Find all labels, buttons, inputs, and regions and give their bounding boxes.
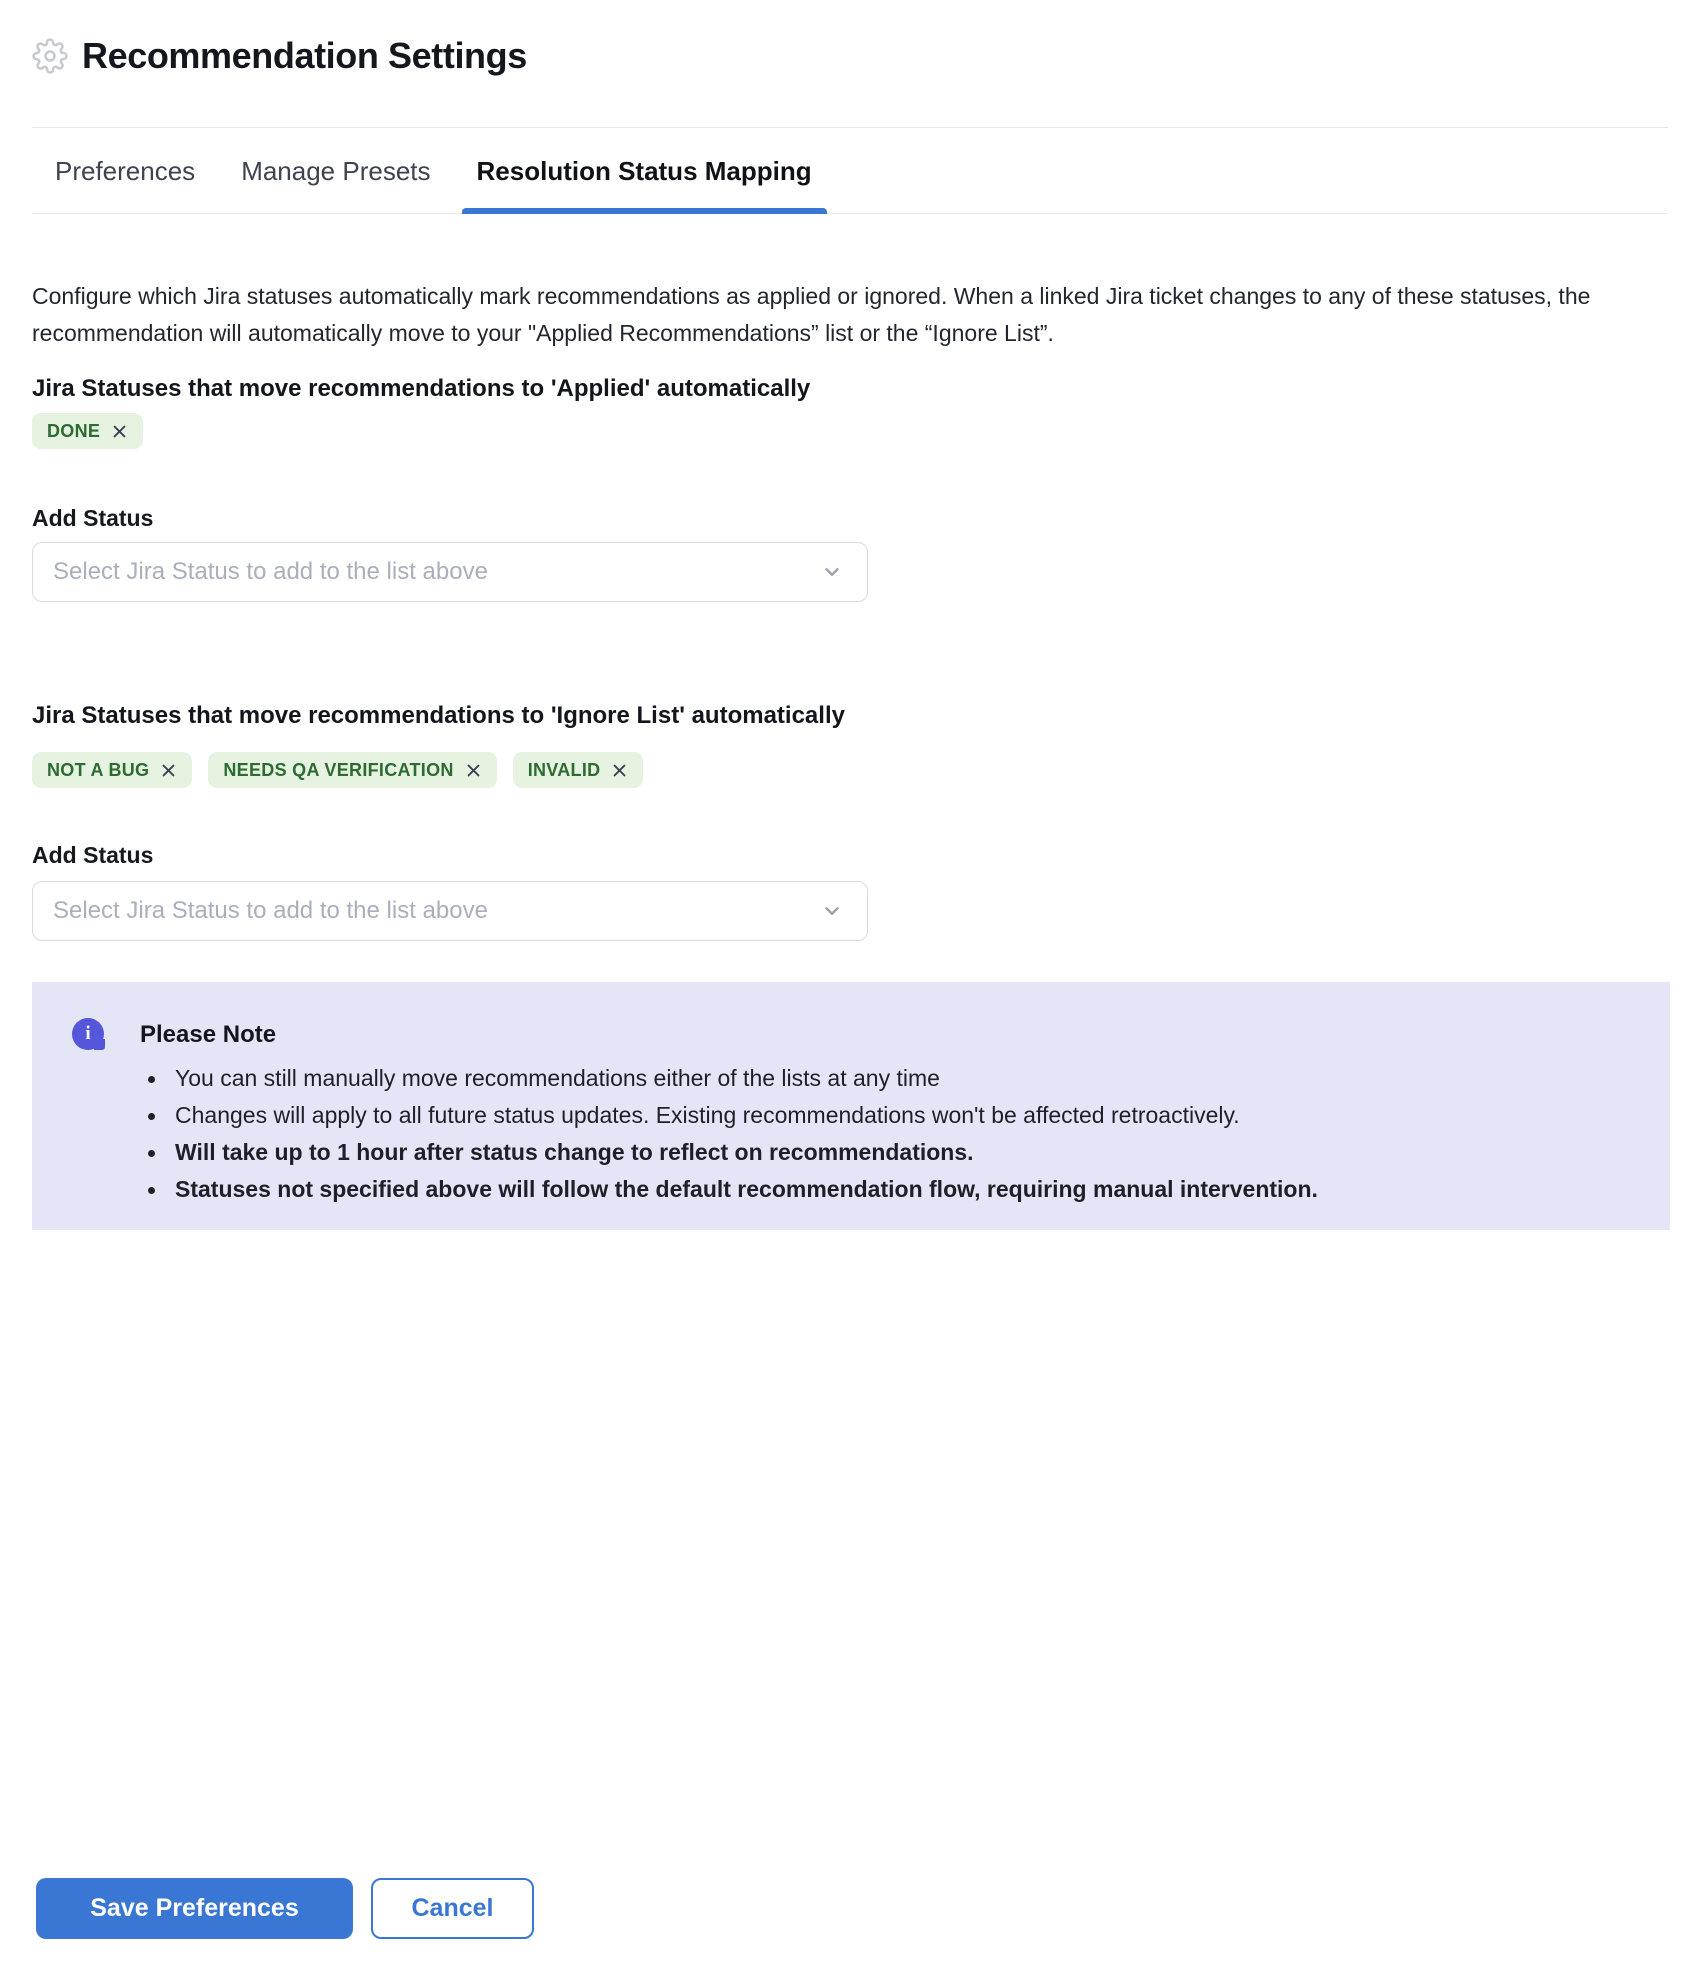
tag-label: NOT A BUG [47,760,150,780]
tag-label: NEEDS QA VERIFICATION [223,760,454,780]
status-tag-not-a-bug [32,752,192,788]
page-description: Configure which Jira statuses automatically mark recommendations as applied or ignored. When a linked Jira ticket changes to any of these statuses, the recommendation will automatically move to your "Applied Recommendations” list or the “Ignore List”. [32,283,1591,346]
close-icon[interactable] [111,423,128,440]
select-placeholder: Select Jira Status to add to the list above [53,558,488,585]
status-tag-needs-qa-verification [208,752,496,788]
ignore-status-select[interactable] [32,881,868,941]
applied-section-heading: Jira Statuses that move recommendations to 'Applied' automatically [32,375,811,402]
close-icon[interactable] [465,762,482,779]
ignore-tag-row [32,752,1668,788]
footer-actions [36,1878,534,1939]
close-icon[interactable] [611,762,628,779]
gear-icon [32,38,68,74]
cancel-button[interactable]: Cancel [371,1878,534,1939]
info-speech-bubble-icon: i [72,1018,104,1050]
tag-label: DONE [47,421,101,441]
note-header [32,1018,1670,1050]
note-bullet: Statuses not specified above will follow the default recommendation flow, requiring manual intervention. [175,1171,1630,1208]
tab-resolution-status-mapping[interactable]: Resolution Status Mapping [462,128,827,213]
status-tag-done [32,413,143,449]
note-bullet-list [32,1060,1670,1208]
note-bullet: You can still manually move recommendations either of the lists at any time [175,1060,1630,1097]
chevron-down-icon [821,900,843,922]
save-preferences-button[interactable]: Save Preferences [36,1878,353,1939]
page-title: Recommendation Settings [82,35,527,76]
note-bullet: Changes will apply to all future status updates. Existing recommendations won't be affected retroactively. [175,1097,1630,1134]
close-icon[interactable] [160,762,177,779]
ignore-section-heading: Jira Statuses that move recommendations to 'Ignore List' automatically [32,702,845,729]
applied-status-select[interactable] [32,542,868,602]
tag-label: INVALID [527,760,601,780]
ignore-add-status-label: Add Status [32,842,154,868]
applied-tag-row [32,413,1668,449]
note-box [32,982,1670,1230]
tab-preferences[interactable]: Preferences [55,156,196,186]
note-title: Please Note [140,1020,277,1048]
tab-bar [32,128,1668,214]
note-bullet: Will take up to 1 hour after status change to reflect on recommendations. [175,1134,1630,1171]
chevron-down-icon [821,561,843,583]
applied-add-status-label: Add Status [32,505,154,531]
select-placeholder: Select Jira Status to add to the list above [53,897,488,924]
status-tag-invalid [513,752,644,788]
page-header [32,0,1668,77]
tab-manage-presets[interactable]: Manage Presets [241,156,431,186]
